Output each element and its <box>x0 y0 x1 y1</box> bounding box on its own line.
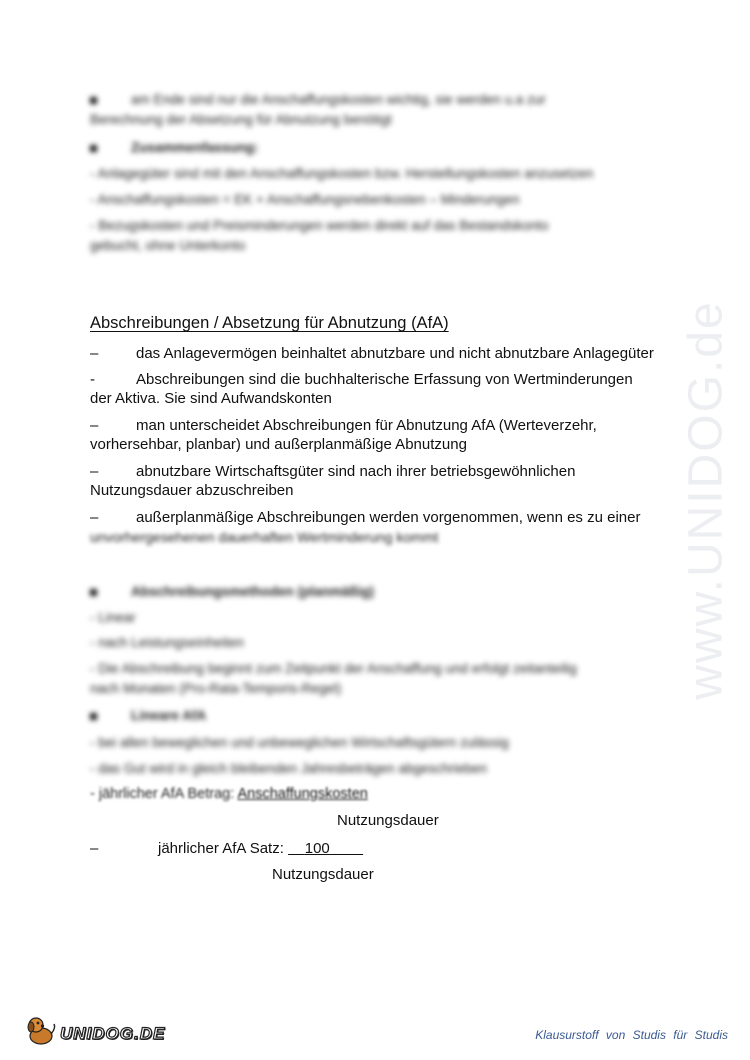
square-bullet-icon <box>90 589 97 596</box>
section-heading: Abschreibungen / Absetzung für Abnutzung (AfA) <box>90 314 449 332</box>
blurred-text: - das Gut wird in gleich bleibenden Jahresbeträgen abgeschrieben <box>90 761 488 776</box>
list-item-continuation: der Aktiva. Sie sind Aufwandskonten <box>90 390 332 407</box>
blurred-text: - Anschaffungskosten = EK + Anschaffungsnebenkosten – Minderungen <box>90 192 520 207</box>
blurred-text: - bei allen beweglichen und unbeweglichen Wirtschaftsgütern zulässig <box>90 735 509 750</box>
blurred-text: gebucht, ohne Unterkonto <box>90 238 246 253</box>
blurred-text: - Die Abschreibung beginnt zum Zeitpunkt der Anschaffung und erfolgt zeitanteilig <box>90 661 577 676</box>
blurred-methods-heading: Abschreibungsmethoden (planmäßig) <box>90 584 374 599</box>
square-bullet-icon <box>90 145 97 152</box>
blurred-text: - nach Leistungseinheiten <box>90 635 244 650</box>
list-item: – abnutzbare Wirtschaftsgüter sind nach ihrer betriebsgewöhnlichen <box>90 463 576 480</box>
blurred-text: - Anlagegüter sind mit den Anschaffungskosten bzw. Herstellungskosten anzusetzen <box>90 166 594 181</box>
dog-icon <box>24 1014 58 1046</box>
list-item-continuation: Nutzungsdauer abzuschreiben <box>90 482 294 499</box>
afa-satz-denominator: Nutzungsdauer <box>272 866 374 883</box>
afa-betrag-denominator: Nutzungsdauer <box>337 812 439 829</box>
footer-tagline: Klausurstoff von Studis für Studis <box>535 1028 728 1042</box>
unidog-logo <box>24 1014 165 1046</box>
blurred-text: - Bezugskosten und Preisminderungen werden direkt auf das Bestandskonto <box>90 218 549 233</box>
logo-text: UNIDOG.DE <box>60 1024 166 1043</box>
list-item: – man unterscheidet Abschreibungen für Abnutzung AfA (Werteverzehr, <box>90 417 597 434</box>
blurred-summary-heading: Zusammenfassung: <box>90 140 259 155</box>
blurred-text: am Ende sind nur die Anschaffungskosten wichtig, sie werden u.a zur <box>131 92 546 107</box>
blurred-text: - Linear <box>90 610 136 625</box>
watermark: www.UNIDOG.de <box>679 300 733 700</box>
blurred-text: unvorhergesehenen dauerhaften Wertminderung kommt <box>90 529 439 545</box>
list-item: - Abschreibungen sind die buchhalterische Erfassung von Wertminderungen <box>90 371 633 388</box>
square-bullet-icon <box>90 713 97 720</box>
list-item: – außerplanmäßige Abschreibungen werden vorgenommen, wenn es zu einer <box>90 509 641 526</box>
blurred-text: Berechnung der Absetzung für Abnutzung benötigt <box>90 112 392 127</box>
blurred-linear-heading: Lineare AfA <box>90 708 206 723</box>
square-bullet-icon <box>90 97 97 104</box>
list-item-continuation: vorhersehbar, planbar) und außerplanmäßige Abnutzung <box>90 436 467 453</box>
afa-satz-line: – jährlicher AfA Satz: 100 <box>90 840 330 857</box>
afa-betrag-line: - jährlicher AfA Betrag: Anschaffungskosten <box>90 786 368 802</box>
blurred-text: nach Monaten (Pro-Rata-Temporis-Regel) <box>90 681 342 696</box>
list-item: – das Anlagevermögen beinhaltet abnutzbare und nicht abnutzbare Anlagegüter <box>90 345 654 362</box>
blurred-bullet-line <box>90 92 546 107</box>
